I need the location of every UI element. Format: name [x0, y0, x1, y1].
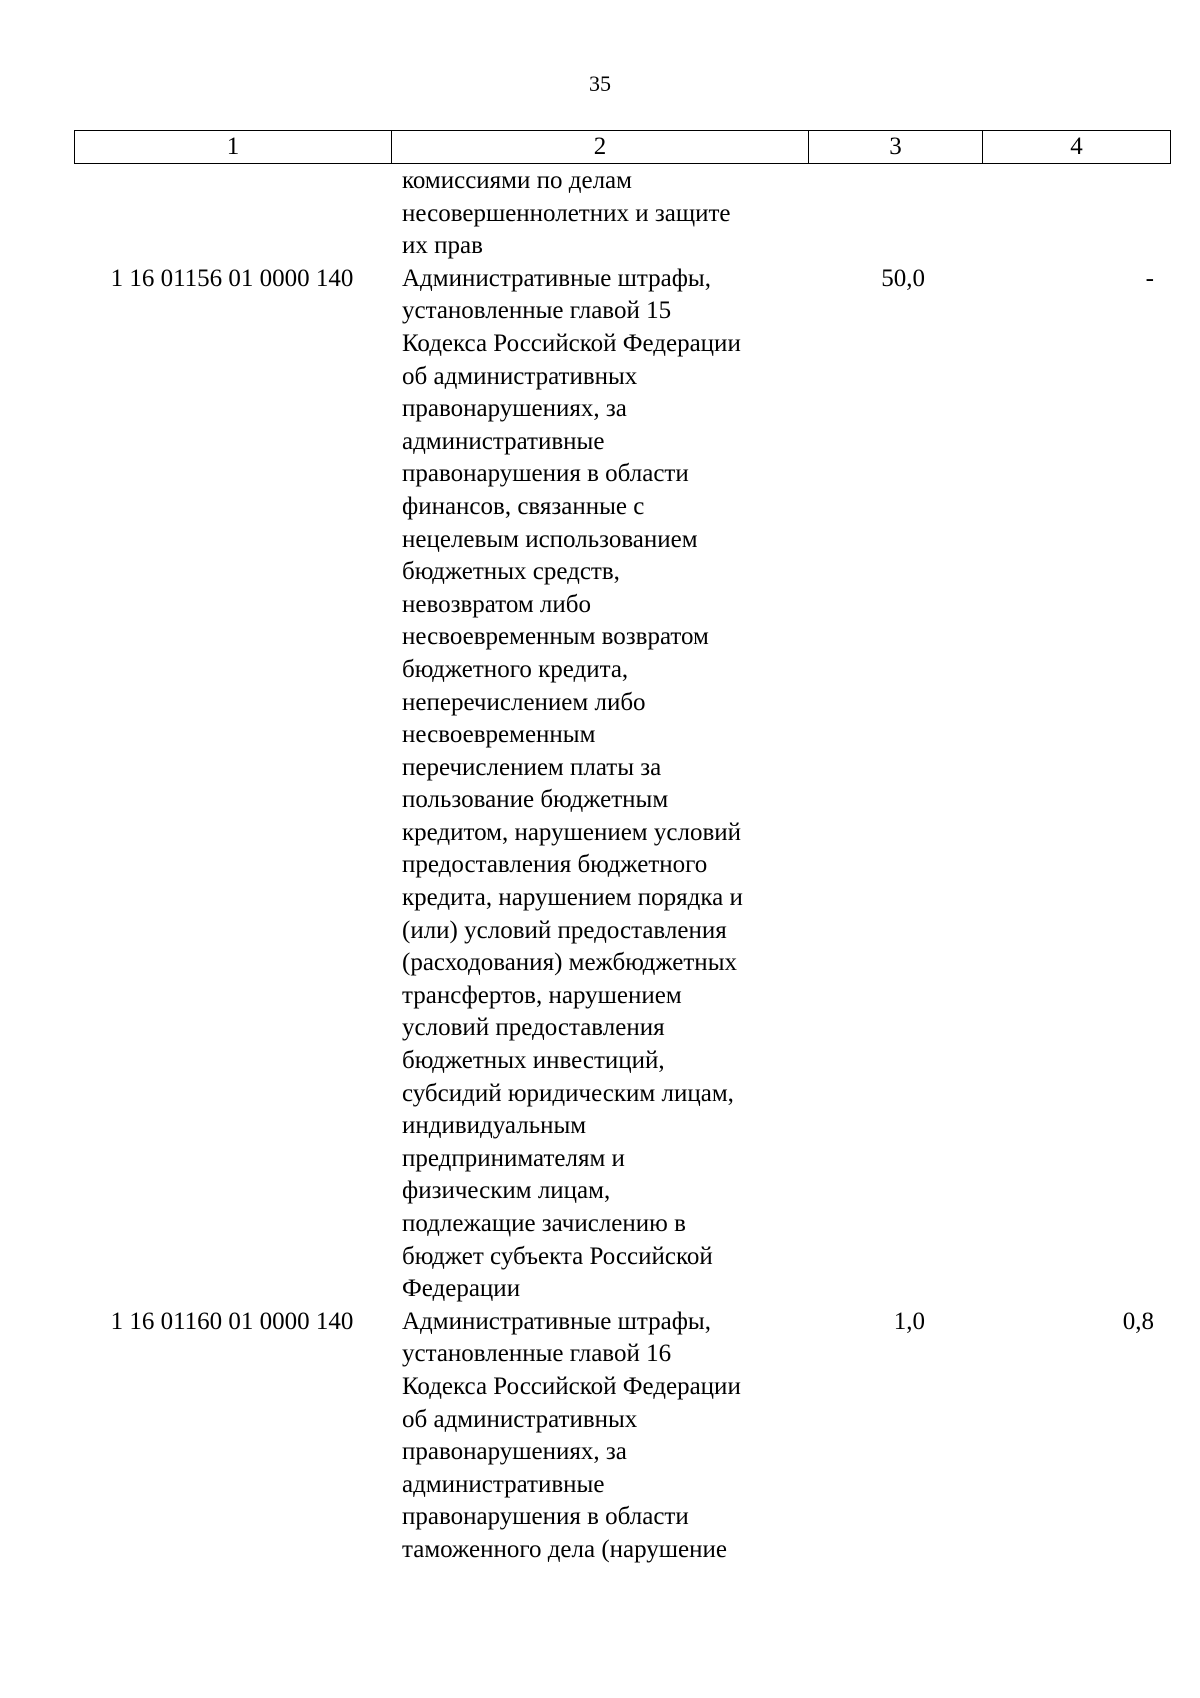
row-description	[390, 1306, 806, 1567]
description-line: Федерации	[402, 1275, 521, 1303]
description-line: несвоевременным	[402, 721, 596, 749]
description-line: предпринимателям и	[402, 1144, 625, 1172]
table-header	[74, 130, 1171, 164]
description-line: Кодекса Российской Федерации	[402, 1372, 741, 1400]
description-line: условий предоставления	[402, 1014, 665, 1042]
header-row	[75, 131, 1171, 164]
row-description	[390, 263, 806, 1306]
row-description	[390, 165, 806, 263]
description-line: неперечислением либо	[402, 688, 646, 716]
description-line: правонарушениях, за	[402, 1438, 627, 1466]
row-code: 1 16 01160 01 0000 140	[110, 1307, 354, 1335]
description-line: комиссиями по делам	[402, 167, 632, 194]
description-line: установленные главой 15	[402, 297, 672, 325]
description-line: предоставления бюджетного	[402, 851, 708, 879]
table-row	[74, 263, 1166, 1306]
description-line: финансов, связанные с	[402, 492, 645, 520]
description-line: перечислением платы за	[402, 753, 662, 781]
description-line: бюджетных инвестиций,	[402, 1047, 665, 1075]
description-line: невозвратом либо	[402, 590, 592, 618]
description-line: административные	[402, 427, 605, 455]
description-line: субсидий юридическим лицам,	[402, 1079, 734, 1107]
table-row	[74, 1306, 1166, 1567]
row-value-col3: 50,0	[881, 264, 925, 292]
description-line: таможенного дела (нарушение	[402, 1535, 728, 1563]
description-line: административные	[402, 1470, 605, 1498]
description-line: об административных	[402, 362, 638, 390]
description-line: трансфертов, нарушением	[402, 981, 682, 1009]
row-value-col4: -	[1145, 264, 1154, 292]
description-line: нецелевым использованием	[402, 525, 698, 553]
description-line: физическим лицам,	[402, 1177, 611, 1205]
description-line: об административных	[402, 1405, 638, 1433]
description-line: подлежащие зачислению в	[402, 1210, 686, 1237]
description-line: правонарушения в области	[402, 460, 689, 488]
description-line: бюджет субъекта Российской	[402, 1242, 713, 1270]
header-col-4: 4	[983, 131, 1171, 164]
description-line: пользование бюджетным	[402, 786, 669, 814]
description-line: (или) условий предоставления	[402, 916, 727, 944]
description-line: правонарушениях, за	[402, 395, 627, 423]
description-line: их прав	[402, 232, 483, 260]
header-col-1: 1	[75, 131, 392, 164]
description-line: бюджетных средств,	[402, 558, 620, 586]
description-line: Административные штрафы,	[402, 1307, 711, 1335]
row-value-col4: 0,8	[1122, 1307, 1154, 1335]
header-col-3: 3	[809, 131, 983, 164]
description-line: бюджетного кредита,	[402, 655, 629, 683]
description-line: Кодекса Российской Федерации	[402, 329, 741, 357]
table-body	[74, 165, 1166, 1567]
description-line: правонарушения в области	[402, 1503, 689, 1531]
header-col-2: 2	[392, 131, 809, 164]
table-row	[74, 165, 1166, 263]
description-line: установленные главой 16	[402, 1340, 672, 1368]
description-line: кредитом, нарушением условий	[402, 818, 742, 846]
description-line: индивидуальным	[402, 1112, 587, 1140]
description-line: несвоевременным возвратом	[402, 623, 709, 651]
page-number: 35	[589, 71, 611, 96]
description-line: Административные штрафы,	[402, 264, 711, 292]
row-code: 1 16 01156 01 0000 140	[110, 264, 354, 292]
row-value-col3: 1,0	[893, 1307, 925, 1335]
description-line: (расходования) межбюджетных	[402, 949, 737, 977]
description-line: кредита, нарушением порядка и	[402, 884, 743, 912]
description-line: несовершеннолетних и защите	[402, 199, 731, 227]
